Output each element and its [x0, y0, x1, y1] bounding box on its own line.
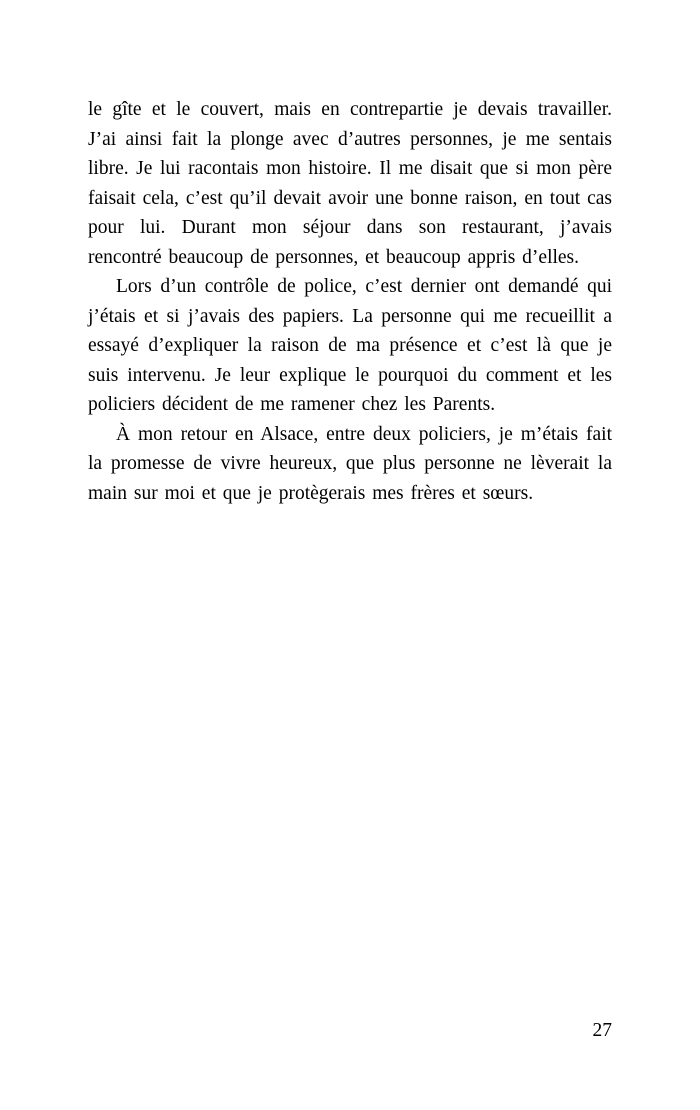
paragraph: À mon retour en Alsace, entre deux policiers, je m’étais fait la promesse de vivre heureux, que plus personne ne lèverait la main sur moi et que je protègerais mes frères et sœurs.: [88, 423, 612, 504]
paragraph: Lors d’un contrôle de police, c’est dernier ont demandé qui j’étais et si j’avais des papiers. La personne qui me recueillit a essayé d’expliquer la raison de ma présence et c’est là que je suis intervenu. Je leur explique le pourquoi du comment et les policiers décident de me ramener chez les Parents.: [88, 276, 612, 415]
page-number: 27: [592, 1020, 612, 1041]
paragraph: le gîte et le couvert, mais en contrepartie je devais travailler. J’ai ainsi fait la plonge avec d’autres personnes, je me sentais libre. Je lui racontais mon histoire. Il me disait que si mon père faisait cela, c’est qu’il devait avoir une bonne raison, en tout cas pour lui. Durant mon séjour dans son restaurant, j’avais rencontré beaucoup de personnes, et beaucoup appris d’elles.: [88, 99, 612, 268]
text-block: [88, 95, 612, 508]
